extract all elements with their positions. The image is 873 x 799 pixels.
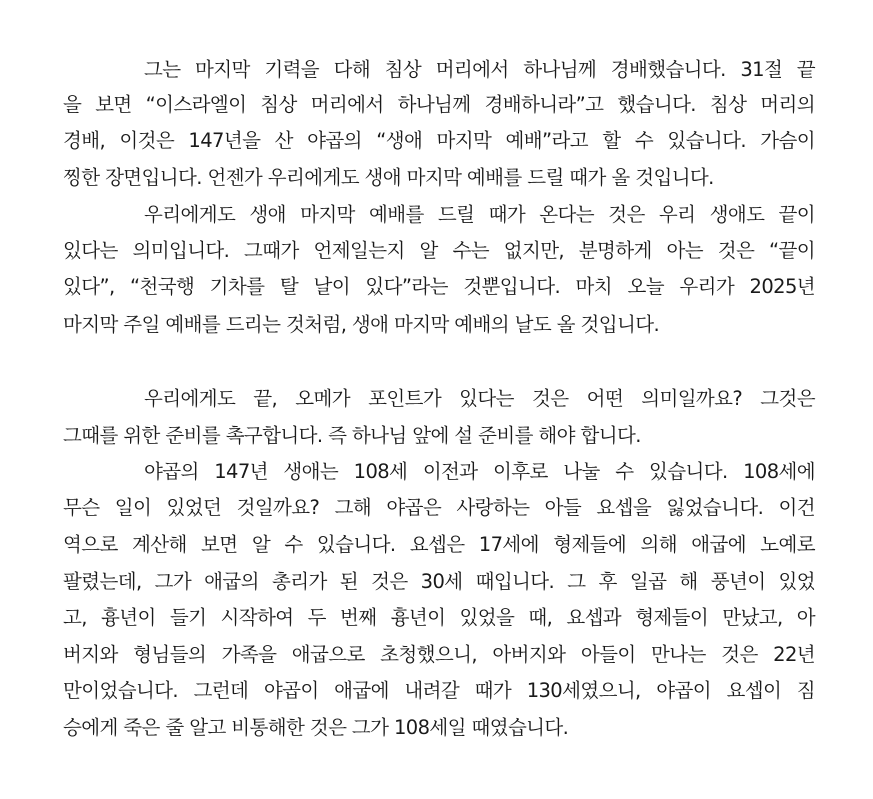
- paragraph-4-line-6: 버지와 형님들의 가족을 애굽으로 초청했으니, 아버지와 아들이 만나는 것은 22년: [63, 643, 815, 666]
- paragraph-2-line-2: 있다는 의미입니다. 그때가 언제일는지 알 수는 없지만, 분명하게 아는 것은 “끝이: [63, 239, 815, 262]
- paragraph-3-line-2: 그때를 위한 준비를 촉구합니다. 즉 하나님 앞에 설 준비를 해야 합니다.: [63, 424, 641, 447]
- paragraph-2-line-4: 마지막 주일 예배를 드리는 것처럼, 생애 마지막 예배의 날도 올 것입니다.: [63, 313, 660, 336]
- paragraph-1-line-4: 찡한 장면입니다. 언젠가 우리에게도 생애 마지막 예배를 드릴 때가 올 것입니다.: [63, 166, 714, 189]
- paragraph-4-line-3: 역으로 계산해 보면 알 수 있습니다. 요셉은 17세에 형제들에 의해 애굽에 노예로: [63, 533, 815, 556]
- paragraph-4-line-1: 야곱의 147년 생애는 108세 이전과 이후로 나눌 수 있습니다. 108세에: [144, 460, 815, 483]
- paragraph-2-line-3: 있다”, “천국행 기차를 탈 날이 있다”라는 것뿐입니다. 마치 오늘 우리가 2025년: [63, 275, 815, 298]
- paragraph-4-line-8: 승에게 죽은 줄 알고 비통해한 것은 그가 108세일 때였습니다.: [63, 716, 569, 739]
- paragraph-3-line-1: 우리에게도 끝, 오메가 포인트가 있다는 것은 어떤 의미일까요? 그것은: [144, 387, 815, 410]
- paragraph-4-line-4: 팔렸는데, 그가 애굽의 총리가 된 것은 30세 때입니다. 그 후 일곱 해 풍년이 있었: [63, 570, 815, 593]
- paragraph-4-line-2: 무슨 일이 있었던 것일까요? 그해 야곱은 사랑하는 아들 요셉을 잃었습니다. 이건: [63, 496, 815, 519]
- paragraph-1-line-1: 그는 마지막 기력을 다해 침상 머리에서 하나님께 경배했습니다. 31절 끝: [144, 58, 815, 81]
- paragraph-1-line-2: 을 보면 “이스라엘이 침상 머리에서 하나님께 경배하니라”고 했습니다. 침상 머리의: [63, 93, 815, 116]
- paragraph-2-line-1: 우리에게도 생애 마지막 예배를 드릴 때가 온다는 것은 우리 생애도 끝이: [144, 203, 815, 226]
- paragraph-4-line-7: 만이었습니다. 그런데 야곱이 애굽에 내려갈 때가 130세였으니, 야곱이 요셉이 짐: [63, 679, 815, 702]
- paragraph-1-line-3: 경배, 이것은 147년을 산 야곱의 “생애 마지막 예배”라고 할 수 있습니다. 가슴이: [63, 129, 815, 152]
- paragraph-4-line-5: 고, 흉년이 들기 시작하여 두 번째 흉년이 있었을 때, 요셉과 형제들이 만났고, 아: [63, 606, 815, 629]
